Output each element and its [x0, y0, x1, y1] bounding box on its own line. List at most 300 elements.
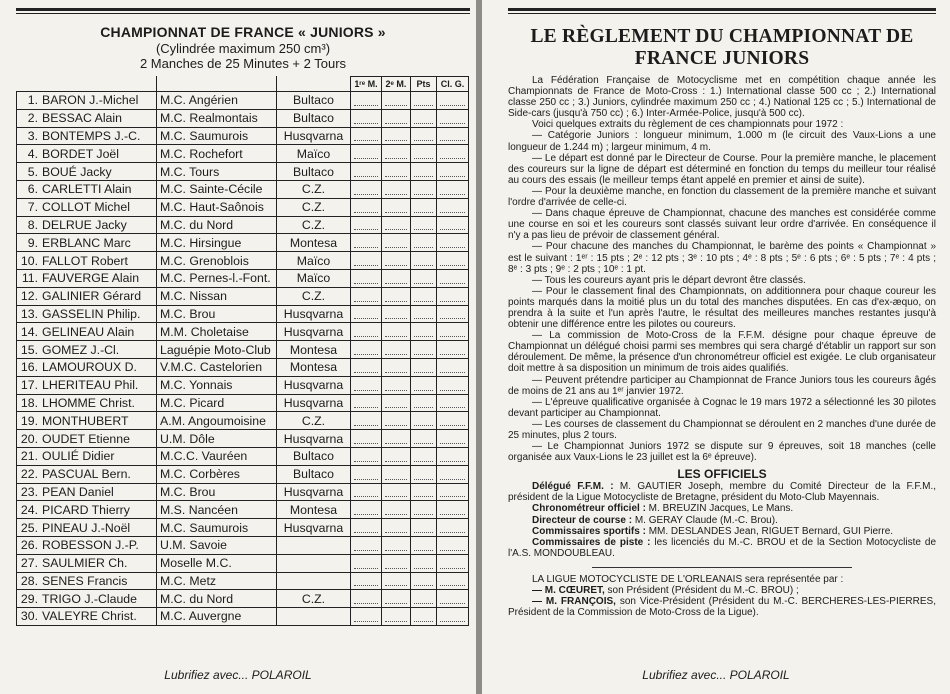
rider-number: 12.	[20, 289, 38, 304]
score-cell-points	[411, 465, 437, 483]
rider-name-text: GASSELIN Philip.	[42, 306, 141, 321]
header-blank	[277, 76, 351, 91]
score-cell-manche-1	[351, 465, 382, 483]
rider-name	[17, 234, 157, 252]
regulation-paragraph: — Pour la deuxième manche, en fonction du classement de la première manche et suivant l'ordre d'arrivée de celle-ci.	[508, 185, 936, 209]
rider-number: 18.	[20, 395, 38, 410]
riders-table	[16, 76, 469, 626]
rider-make: Montesa	[277, 234, 351, 252]
score-cell-manche-1	[351, 269, 382, 287]
rider-name	[17, 341, 157, 359]
table-row	[17, 519, 469, 537]
official-role: Commissaires de piste :	[532, 536, 651, 548]
score-cell-points	[411, 608, 437, 626]
rider-club: M.C. Sainte-Cécile	[157, 180, 277, 198]
rider-club: M.C. Brou	[157, 483, 277, 501]
score-cell-manche-2	[382, 91, 411, 109]
score-cell-manche-2	[382, 163, 411, 181]
rider-make: Husqvarna	[277, 376, 351, 394]
rider-number: 1.	[27, 93, 38, 108]
table-row	[17, 91, 469, 109]
table-row	[17, 198, 469, 216]
score-cell-points	[411, 430, 437, 448]
rider-name-text: PASCUAL Bern.	[42, 467, 131, 482]
score-cell-classement	[437, 252, 469, 270]
score-cell-manche-2	[382, 216, 411, 234]
rider-number: 5.	[27, 164, 38, 179]
score-cell-points	[411, 376, 437, 394]
table-row	[17, 394, 469, 412]
rider-name	[17, 145, 157, 163]
official-role: Directeur de course :	[532, 514, 633, 526]
rider-make: C.Z.	[277, 287, 351, 305]
score-cell-manche-2	[382, 394, 411, 412]
table-header-row	[17, 76, 469, 91]
ligue-section	[508, 574, 936, 618]
rider-name	[17, 412, 157, 430]
rider-name	[17, 109, 157, 127]
official-entry	[508, 515, 936, 526]
rider-name-text: DELRUE Jacky	[42, 217, 127, 232]
rider-name	[17, 483, 157, 501]
score-cell-manche-2	[382, 287, 411, 305]
score-cell-points	[411, 358, 437, 376]
rider-club: M.C. Nissan	[157, 287, 277, 305]
representative-name: — M. FRANÇOIS,	[532, 596, 616, 608]
score-cell-manche-1	[351, 554, 382, 572]
score-cell-points	[411, 305, 437, 323]
rider-make: C.Z.	[277, 412, 351, 430]
rider-name-text: BESSAC Alain	[42, 111, 122, 126]
rider-name-text: TRIGO J.-Claude	[42, 591, 137, 606]
score-cell-manche-2	[382, 145, 411, 163]
rider-club: U.M. Savoie	[157, 536, 277, 554]
score-cell-manche-1	[351, 109, 382, 127]
rider-name-text: SAULMIER Ch.	[42, 556, 128, 571]
regulation-paragraph: — Dans chaque épreuve de Championnat, chacune des manches est considérée comme une course en soi et les coureurs sont classés suivant leur ordre d'arrivée. En conséquence il n'y a pas lieu de prévoir de classement général.	[508, 208, 936, 242]
rider-club: M.C. Yonnais	[157, 376, 277, 394]
score-cell-manche-1	[351, 163, 382, 181]
table-row	[17, 305, 469, 323]
rider-make	[277, 554, 351, 572]
score-cell-points	[411, 234, 437, 252]
score-cell-manche-1	[351, 447, 382, 465]
score-cell-manche-2	[382, 109, 411, 127]
table-row	[17, 287, 469, 305]
rider-club: M.C.C. Vauréen	[157, 447, 277, 465]
score-cell-manche-2	[382, 198, 411, 216]
rider-club: M.C. Brou	[157, 305, 277, 323]
score-cell-classement	[437, 216, 469, 234]
rider-make	[277, 536, 351, 554]
score-cell-classement	[437, 109, 469, 127]
rider-name-text: GELINEAU Alain	[42, 324, 135, 339]
score-cell-manche-1	[351, 608, 382, 626]
table-row	[17, 501, 469, 519]
rider-name	[17, 465, 157, 483]
rider-make: Bultaco	[277, 447, 351, 465]
score-cell-manche-1	[351, 572, 382, 590]
score-cell-manche-2	[382, 269, 411, 287]
rider-name	[17, 590, 157, 608]
score-cell-manche-1	[351, 519, 382, 537]
score-cell-classement	[437, 465, 469, 483]
table-row	[17, 465, 469, 483]
right-page	[482, 0, 950, 694]
score-cell-manche-1	[351, 358, 382, 376]
rider-name-text: CARLETTI Alain	[42, 182, 132, 197]
score-cell-manche-2	[382, 590, 411, 608]
rider-name	[17, 572, 157, 590]
rider-club: M.C. Saumurois	[157, 519, 277, 537]
rider-number: 13.	[20, 306, 38, 321]
regulation-paragraph: — La commission de Moto-Cross de la F.F.M. désigne pour chaque épreuve de Championnat un délégué choisi parmi ses membres qui sera chargé d'établir un rapport sur son déroulement. De même, la présence d'un chronométreur officiel est exigée. Le club organisateur doit mettre à sa disposition un minimum de trois aides qualifiés.	[508, 330, 936, 375]
rider-name	[17, 447, 157, 465]
score-cell-points	[411, 483, 437, 501]
regulation-title: LE RÈGLEMENT DU CHAMPIONNAT DE FRANCE JUNIORS	[530, 26, 914, 69]
rider-name-text: OULIÉ Didier	[42, 449, 115, 464]
rider-number: 30.	[20, 609, 38, 624]
rider-name	[17, 216, 157, 234]
left-header	[16, 24, 470, 72]
rider-number: 19.	[20, 413, 38, 428]
header-manche-2: 2ᵉ M.	[382, 76, 411, 91]
left-footer-ad: Lubrifiez avec... POLAROIL	[164, 668, 312, 682]
score-cell-classement	[437, 163, 469, 181]
score-cell-points	[411, 145, 437, 163]
score-cell-points	[411, 269, 437, 287]
score-cell-classement	[437, 180, 469, 198]
score-cell-manche-2	[382, 608, 411, 626]
rider-club: M.C. du Nord	[157, 216, 277, 234]
rider-name	[17, 376, 157, 394]
score-cell-classement	[437, 269, 469, 287]
score-cell-points	[411, 519, 437, 537]
score-cell-classement	[437, 234, 469, 252]
table-row	[17, 252, 469, 270]
score-cell-manche-1	[351, 198, 382, 216]
score-cell-classement	[437, 376, 469, 394]
score-cell-classement	[437, 554, 469, 572]
score-cell-points	[411, 252, 437, 270]
rider-number: 11.	[21, 271, 38, 286]
score-cell-manche-2	[382, 536, 411, 554]
rider-name-text: BOUÉ Jacky	[42, 164, 112, 179]
rider-make: Bultaco	[277, 465, 351, 483]
rider-name	[17, 536, 157, 554]
score-cell-manche-2	[382, 412, 411, 430]
rider-club: Moselle M.C.	[157, 554, 277, 572]
rider-club: M.C. Angérien	[157, 91, 277, 109]
official-entry	[508, 537, 936, 559]
score-cell-manche-1	[351, 501, 382, 519]
score-cell-manche-1	[351, 536, 382, 554]
table-row	[17, 358, 469, 376]
table-row	[17, 430, 469, 448]
score-cell-points	[411, 412, 437, 430]
rider-name	[17, 501, 157, 519]
rider-name-text: LHERITEAU Phil.	[42, 378, 139, 393]
score-cell-points	[411, 554, 437, 572]
table-row	[17, 483, 469, 501]
representative-name: — M. CŒURET,	[532, 585, 605, 597]
rider-make: Husqvarna	[277, 483, 351, 501]
rider-make: Husqvarna	[277, 394, 351, 412]
rider-make: C.Z.	[277, 590, 351, 608]
score-cell-manche-1	[351, 252, 382, 270]
representative-text: son Président (Président du M.-C. BROU) ;	[604, 585, 799, 597]
score-cell-classement	[437, 358, 469, 376]
rider-make: Maïco	[277, 145, 351, 163]
table-row	[17, 216, 469, 234]
rider-number: 15.	[20, 342, 38, 357]
top-rule	[16, 8, 470, 14]
score-cell-manche-2	[382, 501, 411, 519]
regulation-text	[508, 75, 936, 463]
rider-make: Husqvarna	[277, 323, 351, 341]
rider-club: M.C. Picard	[157, 394, 277, 412]
official-text: les licenciés du M.-C. BROU et de la Section Motocycliste de l'A.S. MONDOUBLEAU.	[508, 536, 937, 559]
score-cell-classement	[437, 287, 469, 305]
score-cell-manche-1	[351, 483, 382, 501]
rider-club: M.C. Haut-Saônois	[157, 198, 277, 216]
header-blank	[17, 76, 157, 91]
score-cell-manche-2	[382, 127, 411, 145]
score-cell-classement	[437, 608, 469, 626]
regulation-paragraph: — Pour le classement final des Championnats, on additionnera pour chaque coureur les points marqués dans la moitié plus un du total des manches disputées. En cas d'ex-æquo, on prendra à la suite et l'un après l'autre, le résultat des meilleures manches restantes jusqu'à obtenir une différence entre les pilotes ou coureurs.	[508, 285, 936, 331]
rider-club: U.M. Dôle	[157, 430, 277, 448]
score-cell-manche-1	[351, 127, 382, 145]
rider-number: 29.	[20, 591, 38, 606]
rider-number: 21.	[20, 449, 38, 464]
score-cell-manche-2	[382, 483, 411, 501]
rider-name-text: FALLOT Robert	[42, 253, 128, 268]
official-text: M. BREUZIN Jacques, Le Mans.	[645, 503, 794, 515]
rider-name	[17, 180, 157, 198]
score-cell-points	[411, 109, 437, 127]
rider-club: M.M. Choletaise	[157, 323, 277, 341]
table-row	[17, 163, 469, 181]
rider-name-text: LAMOUROUX D.	[42, 360, 137, 375]
rider-club: M.C. Realmontais	[157, 109, 277, 127]
score-cell-manche-2	[382, 519, 411, 537]
rider-make: Husqvarna	[277, 305, 351, 323]
score-cell-manche-2	[382, 376, 411, 394]
score-cell-classement	[437, 323, 469, 341]
official-entry	[508, 481, 936, 503]
table-row	[17, 109, 469, 127]
score-cell-points	[411, 501, 437, 519]
score-cell-classement	[437, 430, 469, 448]
header-manche-1: 1ʳᵉ M.	[351, 76, 382, 91]
table-row	[17, 234, 469, 252]
divider	[592, 567, 852, 568]
official-text: M. GERAY Claude (M.-C. Brou).	[632, 514, 778, 526]
rider-number: 26.	[20, 538, 38, 553]
table-row	[17, 127, 469, 145]
rider-name-text: PICARD Thierry	[42, 502, 130, 517]
rider-make	[277, 572, 351, 590]
score-cell-manche-1	[351, 590, 382, 608]
rider-name-text: BARON J.-Michel	[42, 93, 139, 108]
rider-name-text: COLLOT Michel	[42, 200, 130, 215]
rider-make: Montesa	[277, 358, 351, 376]
score-cell-manche-1	[351, 145, 382, 163]
rider-name-text: GOMEZ J.-Cl.	[42, 342, 120, 357]
official-role: Commissaires sportifs :	[532, 525, 646, 537]
rider-name-text: LHOMME Christ.	[42, 395, 135, 410]
score-cell-manche-1	[351, 305, 382, 323]
score-cell-manche-2	[382, 305, 411, 323]
rider-make: Husqvarna	[277, 127, 351, 145]
rider-club: V.M.C. Castelorien	[157, 358, 277, 376]
rider-make: Bultaco	[277, 163, 351, 181]
score-cell-points	[411, 590, 437, 608]
score-cell-points	[411, 127, 437, 145]
rider-name-text: VALEYRE Christ.	[42, 609, 137, 624]
rider-name-text: BONTEMPS J.-C.	[42, 128, 141, 143]
table-row	[17, 180, 469, 198]
regulation-paragraph: — Le Championnat Juniors 1972 se dispute sur 9 épreuves, soit 18 manches (celle organisée aux Vaux-Lions le 23 juillet est la 6ᵉ épreuve).	[508, 441, 936, 464]
score-cell-classement	[437, 394, 469, 412]
rider-name	[17, 519, 157, 537]
score-cell-classement	[437, 536, 469, 554]
score-cell-classement	[437, 145, 469, 163]
rider-club: Laguépie Moto-Club	[157, 341, 277, 359]
rider-name	[17, 323, 157, 341]
header-points: Pts	[411, 76, 437, 91]
score-cell-manche-1	[351, 376, 382, 394]
rider-club: M.C. Grenoblois	[157, 252, 277, 270]
officials-list	[508, 481, 936, 559]
officials-heading: LES OFFICIELS	[677, 467, 767, 482]
table-row	[17, 323, 469, 341]
score-cell-manche-1	[351, 394, 382, 412]
score-cell-classement	[437, 519, 469, 537]
score-cell-manche-1	[351, 180, 382, 198]
rider-club: M.C. du Nord	[157, 590, 277, 608]
rider-make: Maïco	[277, 252, 351, 270]
table-row	[17, 590, 469, 608]
score-cell-points	[411, 198, 437, 216]
score-cell-points	[411, 572, 437, 590]
rider-name-text: BORDET Joël	[42, 146, 119, 161]
rider-number: 9.	[27, 235, 38, 250]
rider-number: 22.	[20, 467, 38, 482]
rider-make: Husqvarna	[277, 519, 351, 537]
table-row	[17, 608, 469, 626]
score-cell-classement	[437, 590, 469, 608]
score-cell-points	[411, 216, 437, 234]
rider-name-text: FAUVERGE Alain	[42, 271, 140, 286]
table-row	[17, 412, 469, 430]
score-cell-classement	[437, 91, 469, 109]
regulation-paragraph: — Le départ est donné par le Directeur de Course. Pour la première manche, le placement des coureurs sur la ligne de départ est déterminé en fonction du temps du meilleur tour réalisé au cours des essais (le meilleur temps étant appelé en premier et ainsi de suite).	[508, 152, 936, 186]
table-row	[17, 269, 469, 287]
score-cell-points	[411, 341, 437, 359]
rider-make	[277, 608, 351, 626]
regulation-paragraph: — Peuvent prétendre participer au Championnat de France Juniors tous les coureurs âgés de moins de 21 ans au 1ᵉʳ janvier 1972.	[508, 374, 936, 397]
table-row	[17, 145, 469, 163]
regulation-paragraph: — Pour chacune des manches du Championnat, le barème des points « Championnat » est le suivant : 1ᵉʳ : 15 pts ; 2ᵉ : 12 pts ; 3ᵉ : 10 pts ; 4ᵉ : 8 pts ; 5ᵉ : 6 pts ; 6ᵉ : 5 pts ; 7ᵉ : 4 pts ; 8ᵉ : 3 pts ; 9ᵉ : 2 pts ; 10ᵉ : 1 pt.	[508, 241, 936, 275]
score-cell-classement	[437, 305, 469, 323]
rider-make: C.Z.	[277, 216, 351, 234]
ligue-intro: LA LIGUE MOTOCYCLISTE DE L'ORLEANAIS sera représentée par :	[532, 573, 844, 585]
official-entry	[508, 503, 936, 514]
score-cell-manche-1	[351, 323, 382, 341]
official-entry	[508, 526, 936, 537]
rider-name	[17, 358, 157, 376]
rider-number: 23.	[20, 484, 38, 499]
rider-club: M.C. Auvergne	[157, 608, 277, 626]
rider-name-text: ERBLANC Marc	[42, 235, 131, 250]
rider-name	[17, 91, 157, 109]
rider-name-text: OUDET Etienne	[42, 431, 130, 446]
race-format: 2 Manches de 25 Minutes + 2 Tours	[139, 56, 347, 72]
score-cell-points	[411, 180, 437, 198]
rider-club: M.C. Tours	[157, 163, 277, 181]
score-cell-manche-1	[351, 216, 382, 234]
official-role: Chronométreur officiel :	[532, 503, 646, 515]
displacement-note: (Cylindrée maximum 250 cm³)	[155, 40, 331, 56]
score-cell-points	[411, 447, 437, 465]
table-row	[17, 447, 469, 465]
score-cell-classement	[437, 447, 469, 465]
ligue-representative	[508, 585, 936, 596]
rider-name	[17, 608, 157, 626]
score-cell-classement	[437, 501, 469, 519]
score-cell-manche-2	[382, 323, 411, 341]
score-cell-manche-2	[382, 341, 411, 359]
score-cell-manche-2	[382, 447, 411, 465]
score-cell-classement	[437, 198, 469, 216]
score-cell-points	[411, 91, 437, 109]
rider-number: 24.	[20, 502, 38, 517]
rider-name	[17, 163, 157, 181]
rider-number: 4.	[27, 146, 38, 161]
regulation-paragraph: — Les courses de classement du Championnat se déroulent en 2 manches d'une durée de 25 minutes, plus 2 tours.	[508, 418, 936, 441]
championship-title: CHAMPIONNAT DE FRANCE « JUNIORS »	[100, 24, 386, 40]
rider-club: M.C. Metz	[157, 572, 277, 590]
score-cell-manche-2	[382, 234, 411, 252]
rider-name-text: GALINIER Gérard	[42, 289, 142, 304]
score-cell-manche-2	[382, 554, 411, 572]
rider-number: 6.	[27, 182, 38, 197]
rider-name	[17, 287, 157, 305]
score-cell-points	[411, 323, 437, 341]
score-cell-manche-1	[351, 234, 382, 252]
rider-number: 3.	[27, 128, 38, 143]
score-cell-classement	[437, 483, 469, 501]
rider-name-text: MONTHUBERT	[42, 413, 129, 428]
rider-make: Maïco	[277, 269, 351, 287]
score-cell-manche-1	[351, 287, 382, 305]
rider-name-text: SENES Francis	[42, 573, 128, 588]
regulation-paragraph: — Tous les coureurs ayant pris le départ devront être classés.	[532, 274, 806, 286]
score-cell-points	[411, 287, 437, 305]
official-role: Délégué F.F.M. :	[532, 481, 614, 493]
score-cell-manche-2	[382, 358, 411, 376]
regulation-paragraph: — Catégorie Juniors : longueur minimum, 1.000 m (le circuit des Vaux-Lions a une longueur de 1.244 m) ; largeur minimum, 4 m.	[508, 130, 936, 153]
rider-name	[17, 554, 157, 572]
official-text: MM. DESLANDES Jean, RIGUET Bernard, GUI Pierre.	[645, 525, 894, 537]
rider-club: M.C. Rochefort	[157, 145, 277, 163]
rider-club: M.C. Saumurois	[157, 127, 277, 145]
rider-club: M.S. Nancéen	[157, 501, 277, 519]
regulation-paragraph: Voici quelques extraits du règlement de ces championnats pour 1972 :	[532, 119, 844, 131]
rider-number: 20.	[20, 431, 38, 446]
score-cell-manche-2	[382, 572, 411, 590]
